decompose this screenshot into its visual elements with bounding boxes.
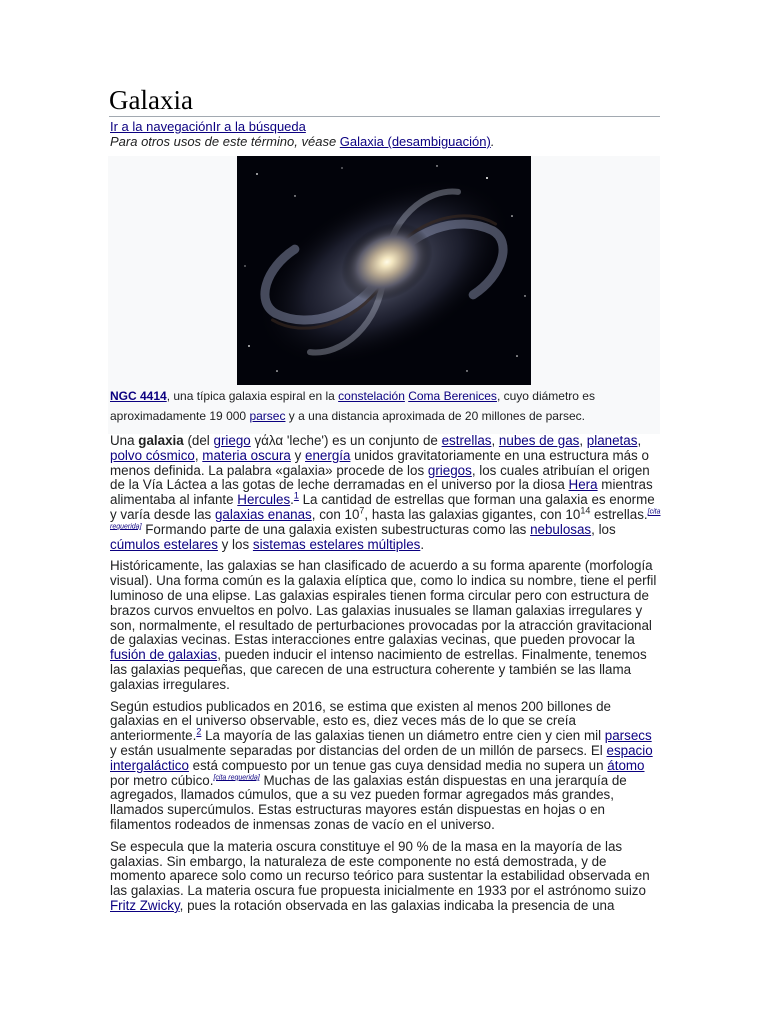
link-galaxias-enanas[interactable]: galaxias enanas bbox=[214, 506, 312, 522]
link-fusion-de-galaxias[interactable]: fusión de galaxias bbox=[110, 647, 218, 663]
jump-to-navigation-link[interactable]: Ir a la navegación bbox=[110, 119, 213, 134]
paragraph-3: Según estudios publicados en 2016, se estima que existen al menos 200 billones de galaxias en el universo observable, esto es, diez veces más de lo que se creía anteriormente.$^2$ La mayoría de las galaxias tienen un diámetro entre cien y cien mil parsecs y están usualmente separadas por distancias del orden de un millón de parsecs. El espacio intergaláctico está compuesto por un tenue gas cuya densidad media no supera un átomo por metro cúbico.[cita requerida] Muchas de las galaxias están dispuestas en una jerarquía de agregados, llamados cúmulos, que a su vez pueden formar agregados más grandes, llamados supercúmulos. Estas estructuras mayores están dispuestas en hojas o en filamentos rodeados de inmensas zonas de vacío en el universo. bbox=[110, 698, 653, 832]
exponent-7: 7 bbox=[359, 505, 365, 516]
link-griegos[interactable]: griegos bbox=[427, 462, 472, 478]
link-polvo-cosmico[interactable]: polvo cósmico bbox=[110, 447, 195, 463]
link-nebulosas[interactable]: nebulosas bbox=[530, 521, 592, 537]
link-hercules[interactable]: Hercules bbox=[237, 492, 291, 508]
paragraph-2: Históricamente, las galaxias se han clasificado de acuerdo a su forma aparente (morfología visual). Una forma común es la galaxia elíptica que, como lo indica su nombre, tiene el perfil luminoso de una elipse. Las galaxias espirales tienen forma circular pero con estructura de brazos curvos envueltos en polvo. Las galaxias inusuales se llaman galaxias irregulares y son, normalmente, el resultado de perturbaciones provocadas por la atracción gravitacional de galaxias vecinas. Estas interacciones entre galaxias vecinas, que pueden provocar la fusión de galaxias, pueden inducir el intenso nacimiento de estrellas. Finalmente, tenemos las galaxias pequeñas, que carecen de una estructura coherente y también se las llama galaxias irregulares. bbox=[110, 558, 657, 692]
link-fritz-zwicky[interactable]: Fritz Zwicky bbox=[110, 897, 180, 913]
citation-needed-2[interactable]: [cita requerida] bbox=[213, 774, 260, 782]
caption-coma-berenices-link[interactable]: Coma Berenices bbox=[408, 389, 497, 403]
link-planetas[interactable]: planetas bbox=[586, 433, 638, 448]
hatnote-prefix: Para otros usos de este término, véase bbox=[110, 134, 340, 149]
disambiguation-link[interactable]: Galaxia (desambiguación) bbox=[339, 134, 491, 149]
link-espacio-intergalactico[interactable]: espacio intergaláctico bbox=[110, 742, 653, 773]
link-sistemas-estelares[interactable]: sistemas estelares múltiples bbox=[252, 536, 421, 552]
citation-needed-1[interactable]: [cita requerida] bbox=[110, 508, 661, 531]
page-title: Galaxia bbox=[109, 85, 193, 115]
term-galaxia: galaxia bbox=[138, 433, 184, 448]
exponent-14: 14 bbox=[580, 505, 591, 516]
caption-parsec-link[interactable]: parsec bbox=[249, 409, 286, 423]
spiral-galaxy-illustration bbox=[237, 156, 531, 385]
reference-1[interactable]: 1 bbox=[293, 490, 299, 501]
reference-2[interactable]: 2 bbox=[196, 726, 202, 737]
link-griego[interactable]: griego bbox=[213, 433, 251, 448]
link-materia-oscura[interactable]: materia oscura bbox=[202, 447, 291, 463]
link-estrellas[interactable]: estrellas bbox=[441, 433, 492, 448]
jump-links bbox=[110, 119, 306, 135]
link-cumulos-estelares[interactable]: cúmulos estelares bbox=[110, 536, 218, 552]
link-energia[interactable]: energía bbox=[305, 447, 351, 463]
link-hera[interactable]: Hera bbox=[568, 477, 598, 493]
paragraph-1: Una galaxia (del griego γάλα 'leche') es un conjunto de estrellas, nubes de gas, planetas, polvo cósmico, materia oscura y energía unidos gravitatoriamente en una estructura más o menos definida. La palabra «galaxia» procede de los griegos, los cuales atribuían el origen de la Vía Láctea a las gotas de leche derramadas en el universo por la diosa Hera mientras alimentaba al infante Hercules.$^1$ La cantidad de estrellas que forman una galaxia es enorme y varía desde las galaxias enanas, con $10^7$, hasta las galaxias gigantes, con $10^{14}$ estrellas.[cita requerida] Formando parte de una galaxia existen subestructuras como las nebulosas, los cúmulos estelares y los sistemas estelares múltiples. bbox=[110, 433, 661, 552]
link-nubes-de-gas[interactable]: nubes de gas bbox=[498, 433, 580, 448]
hatnote-suffix: . bbox=[490, 134, 495, 149]
link-parsecs[interactable]: parsecs bbox=[604, 728, 652, 744]
title-divider bbox=[109, 116, 660, 117]
galaxy-image[interactable] bbox=[237, 156, 531, 385]
article-body bbox=[110, 434, 662, 921]
caption-constelacion-link[interactable]: constelación bbox=[338, 389, 405, 403]
jump-to-search-link[interactable]: Ir a la búsqueda bbox=[212, 119, 306, 134]
hatnote bbox=[110, 134, 494, 150]
paragraph-4: Se especula que la materia oscura constituye el 90 % de la masa en la mayoría de las galaxias. Sin embargo, la naturaleza de este componente no está demostrada, y de momento aparece solo como un recurso teórico para sustentar la estabilidad observada en las galaxias. La materia oscura fue propuesta inicialmente en 1933 por el astrónomo suizo Fritz Zwicky, pues la rotación observada en las galaxias indicaba la presencia de una bbox=[110, 838, 650, 913]
link-atomo[interactable]: átomo bbox=[607, 757, 645, 773]
figure-caption: NGC 4414, una típica galaxia espiral en la constelación Coma Berenices, cuyo diámetro es aproximadamente 19 000 parsec y a una distancia aproximada de 20 millones de parsec. bbox=[110, 389, 595, 423]
figure-box bbox=[108, 156, 660, 434]
caption-ngc4414-link[interactable]: NGC 4414 bbox=[110, 389, 167, 403]
